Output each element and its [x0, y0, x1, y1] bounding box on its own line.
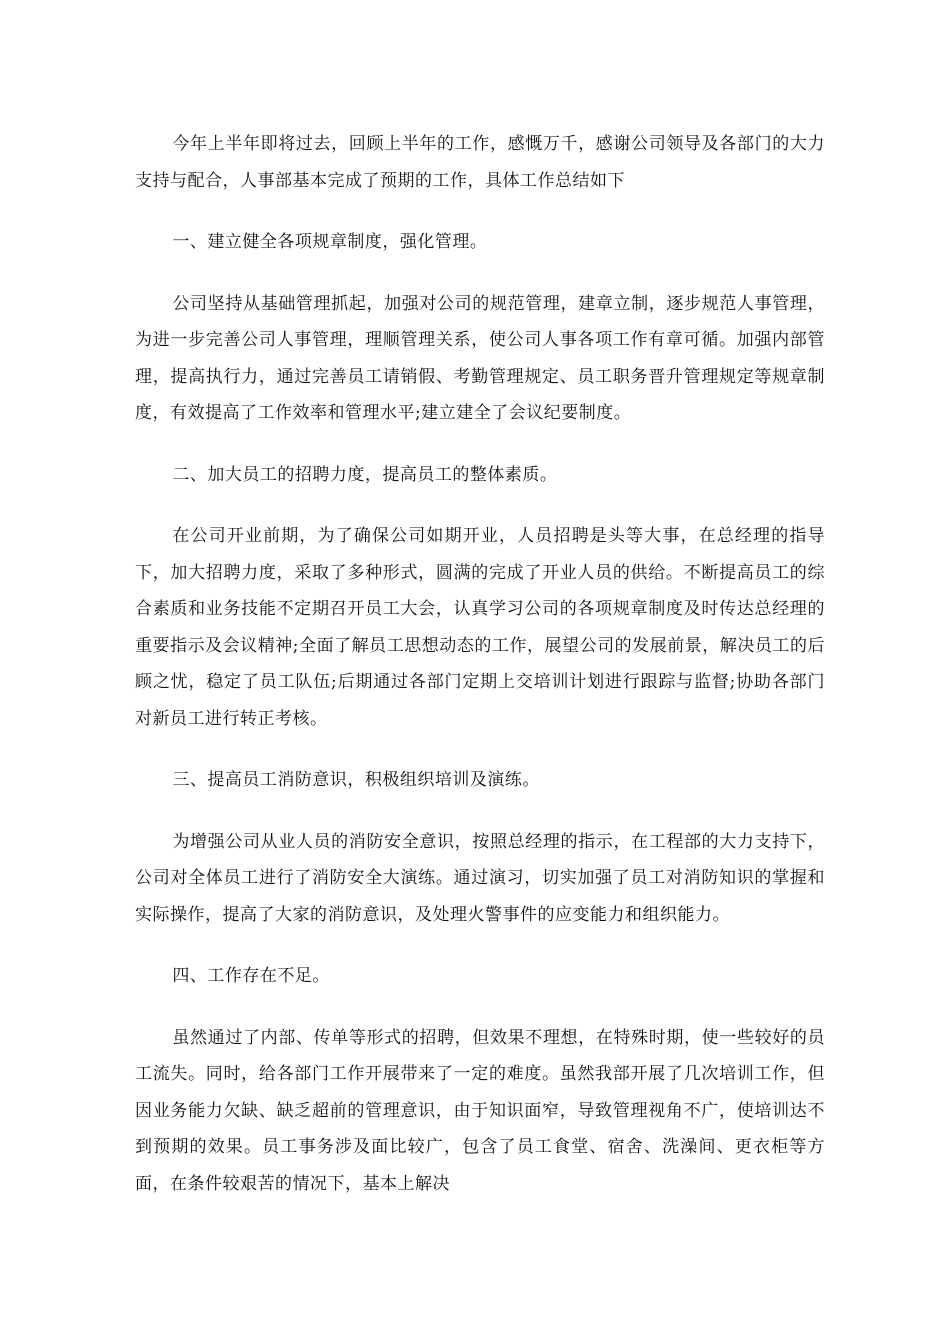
section-heading-2: 二、加大员工的招聘力度，提高员工的整体素质。 — [172, 464, 558, 485]
document-body — [135, 126, 825, 1227]
section-paragraph-2: 在公司开业前期，为了确保公司如期开业，人员招聘是头等大事，在总经理的指导下，加大招聘力度，采取了多种形式，圆满的完成了开业人员的供给。不断提高员工的综合素质和业务技能不定期召开员工大会，认真学习公司的各项规章制度及时传达总经理的重要指示及会议精神;全面了解员工思想动态的工作，展望公司的发展前景，解决员工的后顾之忧，稳定了员工队伍;后期通过各部门定期上交培训计划进行跟踪与监督;协助各部门对新员工进行转正考核。 — [135, 526, 825, 729]
section-paragraph-1: 公司坚持从基础管理抓起，加强对公司的规范管理，建章立制，逐步规范人事管理，为进一步完善公司人事管理，理顺管理关系，使公司人事各项工作有章可循。加强内部管理，提高执行力，通过完善员工请销假、考勤管理规定、员工职务晋升管理规定等规章制度，有效提高了工作效率和管理水平;建立建全了会议纪要制度。 — [135, 293, 825, 423]
section-heading-4: 四、工作存在不足。 — [172, 966, 330, 986]
section-heading-1: 一、建立健全各项规章制度，强化管理。 — [172, 232, 488, 252]
section-paragraph-3: 为增强公司从业人员的消防安全意识，按照总经理的指示，在工程部的大力支持下，公司对全体员工进行了消防安全大演练。通过演习，切实加强了员工对消防知识的掌握和实际操作，提高了大家的消防意识，及处理火警事件的应变能力和组织能力。 — [135, 831, 825, 925]
section-paragraph-4: 虽然通过了内部、传单等形式的招聘，但效果不理想，在特殊时期，使一些较好的员工流失。同时，给各部门工作开展带来了一定的难度。虽然我部开展了几次培训工作，但因业务能力欠缺、缺乏超前的管理意识，由于知识面窄，导致管理视角不广，使培训达不到预期的效果。员工事务涉及面比较广，包含了员工食堂、宿舍、洗澡间、更衣柜等方面，在条件较艰苦的情况下，基本上解决 — [135, 1027, 825, 1194]
intro-paragraph: 今年上半年即将过去，回顾上半年的工作，感慨万千，感谢公司领导及各部门的大力支持与配合，人事部基本完成了预期的工作，具体工作总结如下 — [135, 134, 825, 191]
section-heading-3: 三、提高员工消防意识，积极组织培训及演练。 — [172, 770, 540, 790]
